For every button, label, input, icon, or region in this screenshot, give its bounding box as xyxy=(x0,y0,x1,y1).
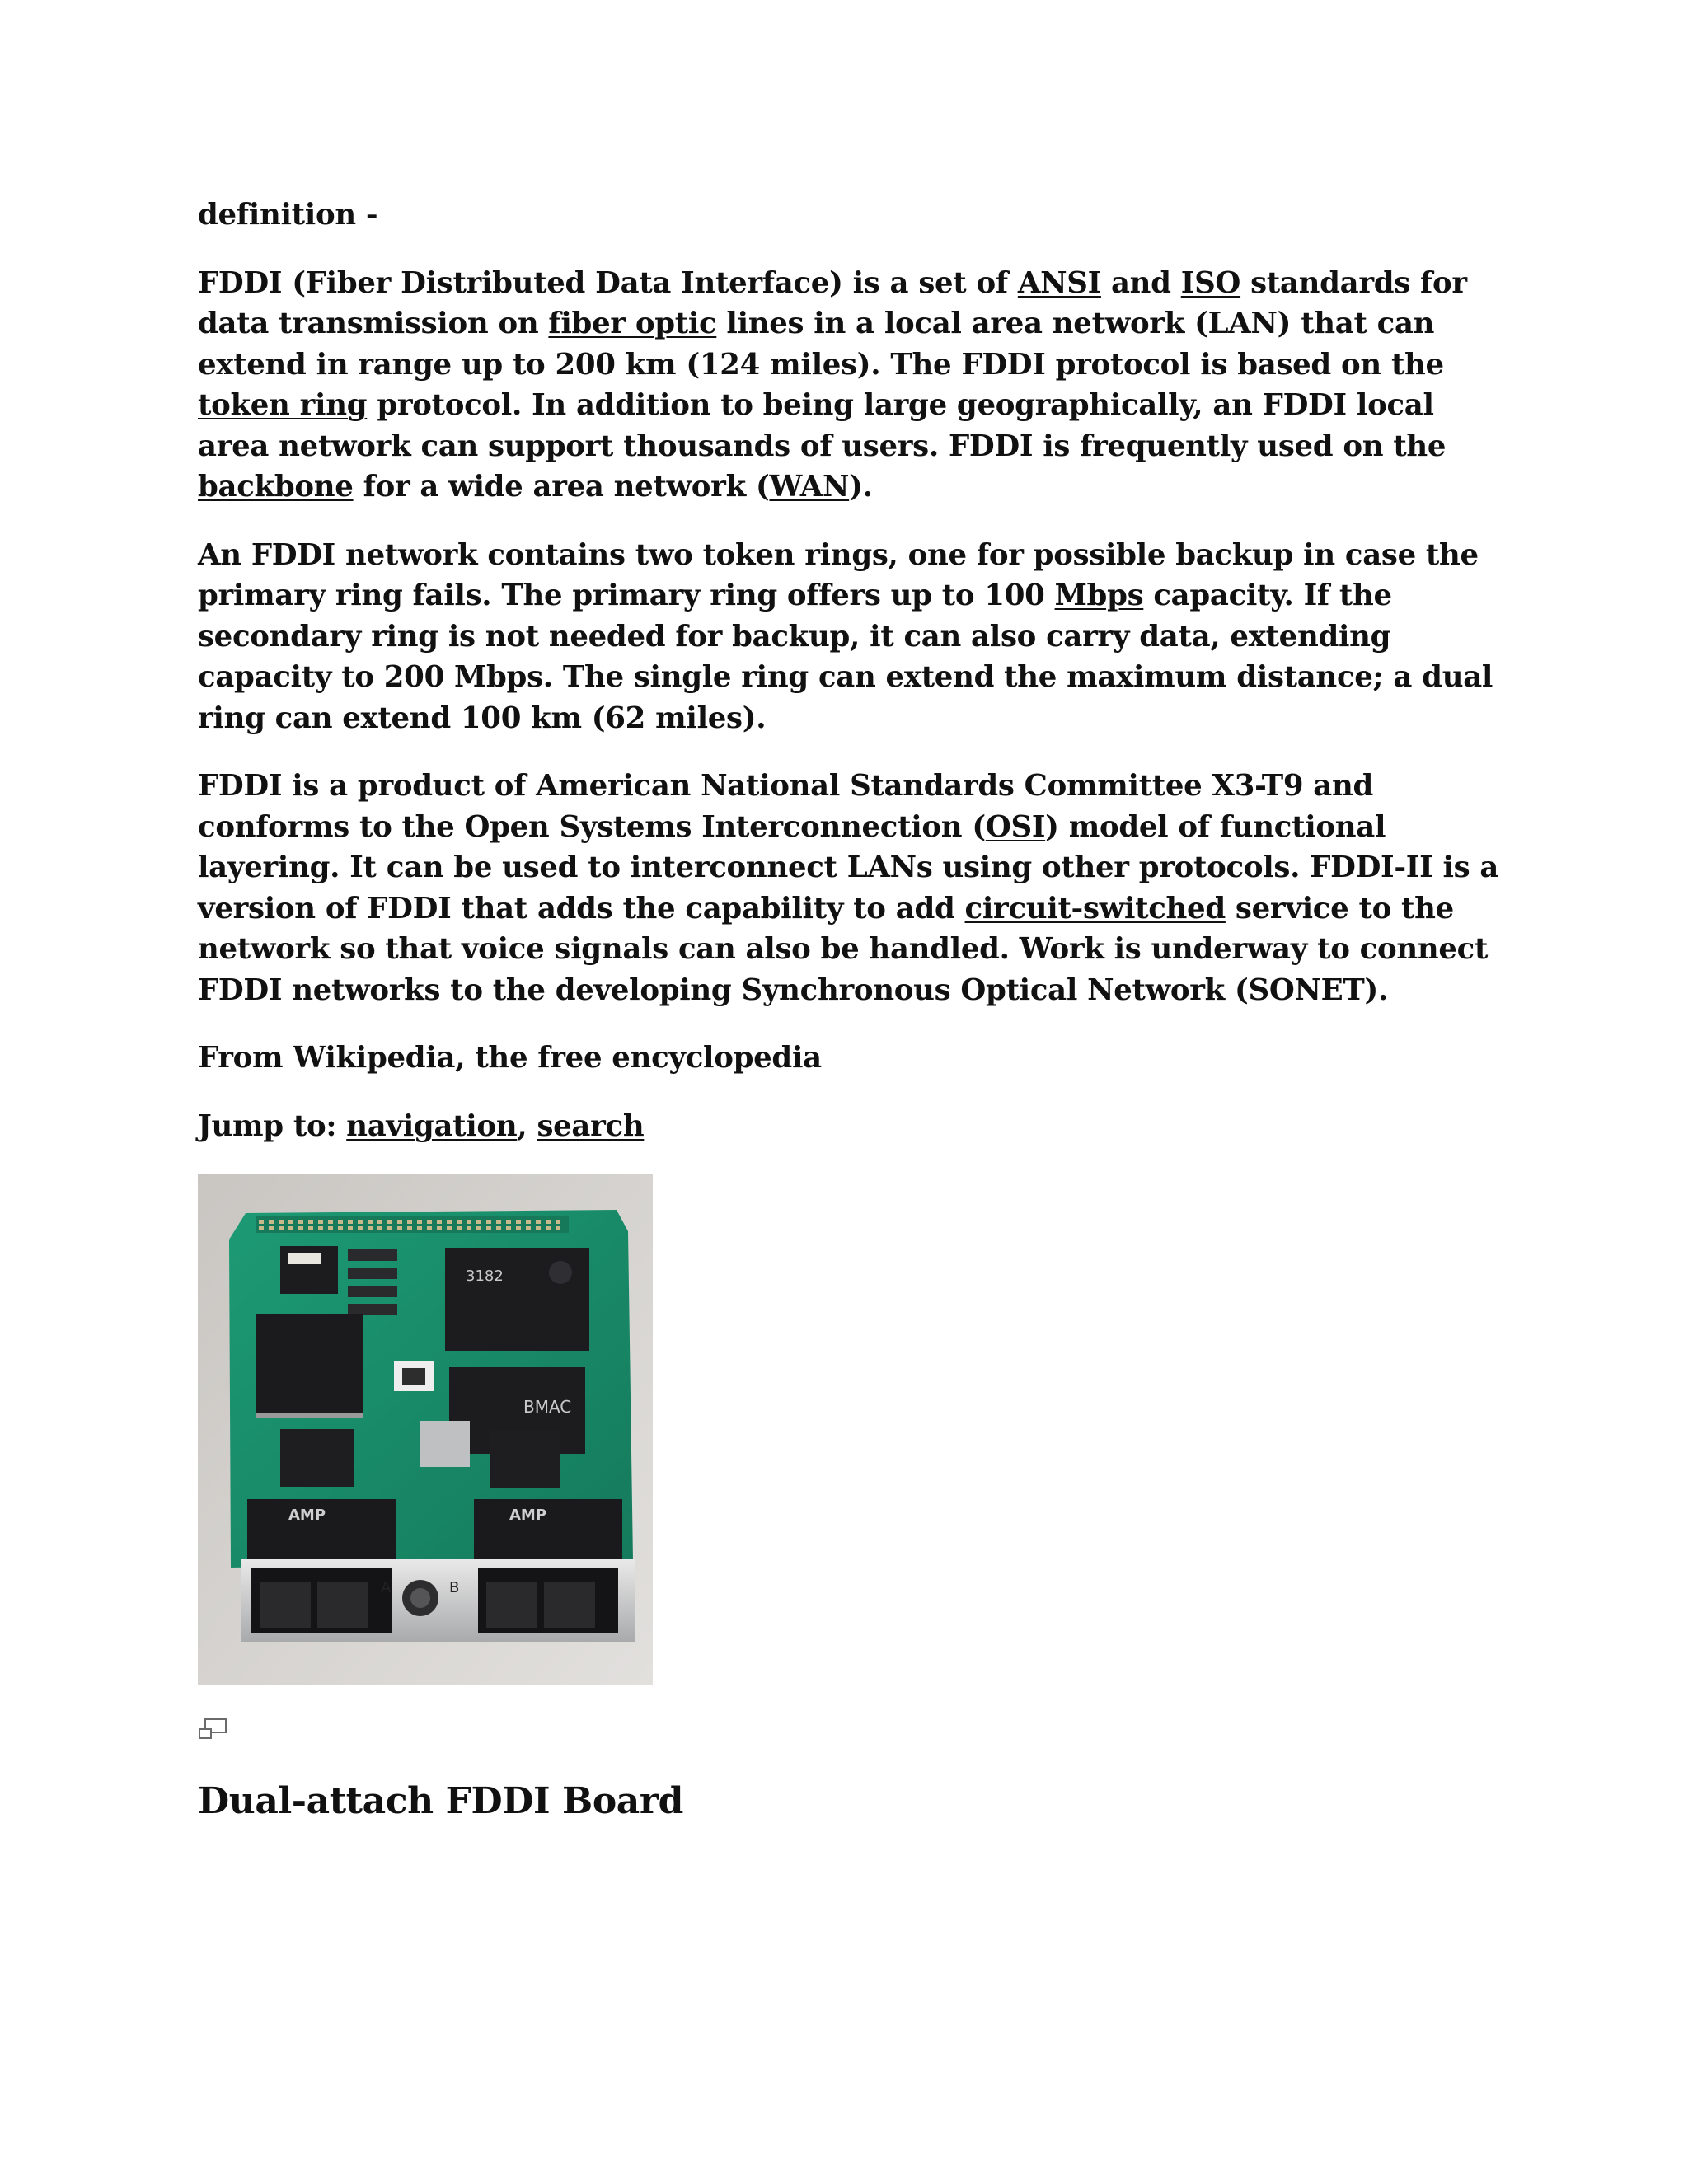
fddi-board-drawing xyxy=(198,1174,653,1685)
port-b-label: B xyxy=(449,1579,460,1596)
transceiver-right xyxy=(474,1499,622,1569)
chip-b-label: BMAC xyxy=(523,1397,572,1417)
transceiver-right-label: AMP xyxy=(509,1507,547,1524)
paragraph-standards xyxy=(198,766,1500,1010)
text-run: service to the network so that voice signals can also be handled. Work is underway to connect FDDI networks to the developing Synchronous Optical Network (SONET). xyxy=(198,891,1489,1007)
chip-a-label: 3182 xyxy=(466,1268,504,1285)
link-iso[interactable]: ISO xyxy=(1180,265,1241,300)
source-line xyxy=(198,1038,1500,1079)
text-run: capacity. If the secondary ring is not needed for backup, it can also carry data, extending capacity to 200 Mbps. The single ring can extend the maximum distance; a dual ring can extend 100 km (62 miles). xyxy=(198,579,1493,735)
link-backbone[interactable]: backbone xyxy=(198,470,354,504)
text-run: ). xyxy=(849,470,873,504)
link-search[interactable]: search xyxy=(537,1108,645,1143)
text-run: An FDDI network contains two token rings, one for possible backup in case the primary ring fails. The primary ring offers up to 100 xyxy=(198,537,1479,612)
chip-phy-left xyxy=(280,1429,354,1487)
enlarge-icon[interactable] xyxy=(198,1718,227,1741)
chip-large-top xyxy=(445,1248,589,1351)
link-fiber-optic[interactable]: fiber optic xyxy=(548,307,717,340)
paragraph-fddi-definition xyxy=(198,263,1500,508)
link-navigation[interactable]: navigation xyxy=(346,1108,518,1143)
definition-heading-text: definition - xyxy=(198,198,378,232)
link-wan[interactable]: WAN xyxy=(769,470,850,504)
text-run: standards for data transmission on xyxy=(198,265,1467,340)
text-run: FDDI (Fiber Distributed Data Interface) is a set of xyxy=(198,265,1018,300)
link-token-ring[interactable]: token ring xyxy=(198,388,368,422)
enlarge-icon-glyph xyxy=(198,1718,227,1741)
crystal-oscillator xyxy=(420,1421,470,1467)
text-run: FDDI is a product of American National Standards Committee X3-T9 and conforms to the Open Systems Interconnection ( xyxy=(198,769,1374,844)
text-run: for a wide area network ( xyxy=(353,470,770,504)
text-run: protocol. In addition to being large geographically, an FDDI local area network can support thousands of users. FDDI is frequently used on the xyxy=(198,388,1447,463)
chip-left-pins xyxy=(256,1413,363,1418)
document-page xyxy=(198,194,1500,1825)
text-run: and xyxy=(1100,265,1181,300)
text-run: ) model of functional layering. It can be used to interconnect LANs using other protocols. FDDI-II is a version of FDDI that adds the capability to add xyxy=(198,809,1499,926)
link-ansi[interactable]: ANSI xyxy=(1017,265,1101,300)
header-pins xyxy=(256,1216,569,1233)
definition-heading xyxy=(198,194,1500,236)
fddi-board-image[interactable] xyxy=(198,1174,653,1685)
chip-large-left xyxy=(256,1314,363,1413)
text-run: lines in a local area network (LAN) that can extend in range up to 200 km (124 miles). The FDDI protocol is based on the xyxy=(198,307,1444,382)
chip-logo xyxy=(549,1261,572,1284)
link-mbps[interactable]: Mbps xyxy=(1054,579,1144,612)
link-osi[interactable]: OSI xyxy=(985,809,1046,844)
link-circuit-switched[interactable]: circuit-switched xyxy=(964,891,1226,926)
jump-label: Jump to: xyxy=(198,1108,347,1143)
port-a-label: A xyxy=(381,1579,392,1596)
chip-sticker xyxy=(288,1253,321,1264)
figure-caption: Dual-attach FDDI Board xyxy=(198,1780,684,1822)
jump-to-line xyxy=(198,1106,1500,1147)
source-line-text: From Wikipedia, the free encyclopedia xyxy=(198,1041,822,1075)
chip-phy-right xyxy=(490,1431,560,1488)
jump-separator: , xyxy=(517,1108,537,1143)
transceiver-left-label: AMP xyxy=(288,1507,326,1524)
paragraph-token-rings xyxy=(198,535,1500,739)
